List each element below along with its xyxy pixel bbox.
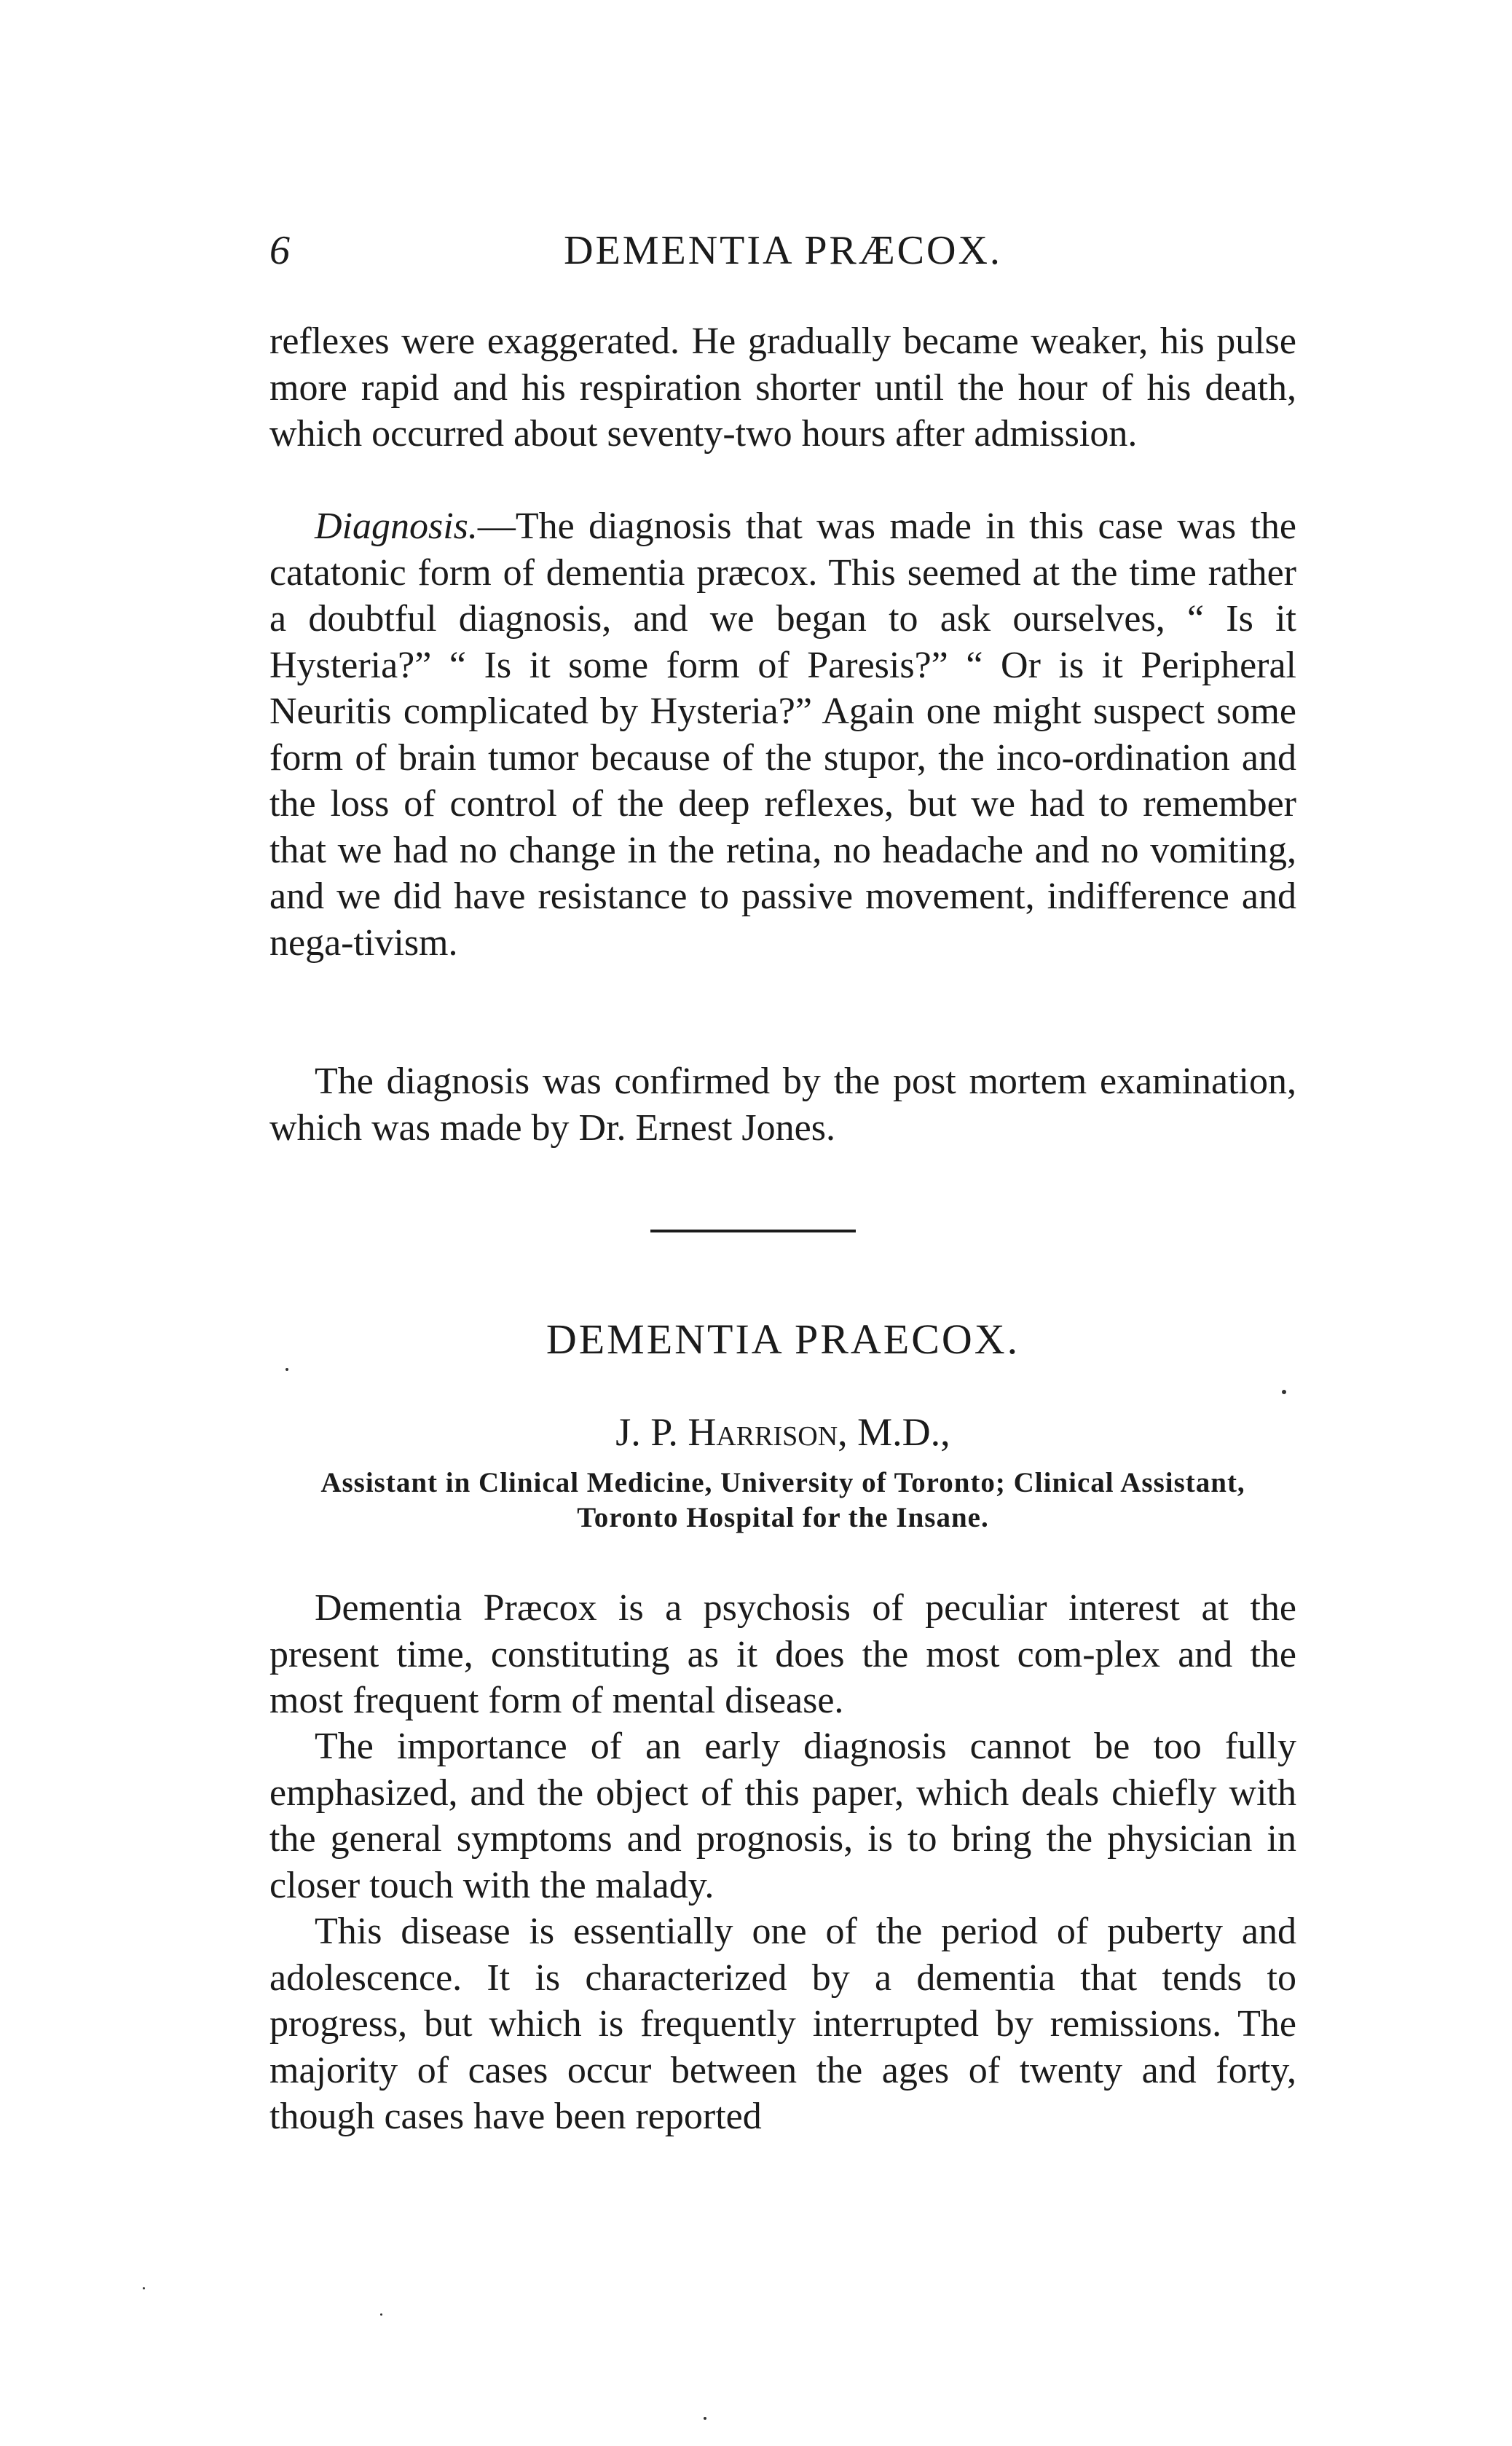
paragraph-case-continuation: reflexes were exaggerated. He gradually became weaker, his pulse more rapid and his respiration shorter until the hour of his death, which occurred about seventy-two hours after admission. bbox=[269, 321, 1296, 455]
paragraph-introduction: Dementia Præcox is a psychosis of peculiar interest at the present time, constituting as it does the most com-plex and the most frequent form of mental disease. bbox=[269, 1587, 1296, 1721]
author-line bbox=[269, 1409, 1296, 1455]
author-surname: Harrison, bbox=[688, 1410, 848, 1454]
scan-speck bbox=[286, 1368, 288, 1371]
paragraph-diagnosis: Diagnosis.—The diagnosis that was made in this case was the catatonic form of dementia præcox. This seemed at the time rather a doubtful diagnosis, and we began to ask ourselves, “ Is it Hysteria?” “ Is it some form of Paresis?” “ Or is it Peripheral Neuritis complicated by Hysteria?” Again one might suspect some form of brain tumor because of the stupor, the inco-ordination and the loss of control of the deep reflexes, but we had to remember that we had no change in the retina, no headache and no vomiting, and we did have resistance to passive movement, indifference and nega-tivism. bbox=[269, 506, 1296, 964]
author-degree: M.D., bbox=[857, 1410, 950, 1454]
scan-speck bbox=[380, 2313, 382, 2316]
article-title: DEMENTIA PRAECOX. bbox=[546, 1316, 1020, 1363]
author-affiliation: Assistant in Clinical Medicine, University of Toronto; Clinical Assistant, Toronto Hospital for the Insane. bbox=[320, 1467, 1245, 1533]
page-number: 6 bbox=[269, 228, 290, 273]
author-initials: J. P. bbox=[615, 1410, 678, 1454]
section-divider bbox=[650, 1230, 856, 1232]
page-header bbox=[269, 227, 1296, 286]
scan-speck bbox=[143, 2287, 145, 2289]
diagnosis-label: Diagnosis. bbox=[315, 506, 478, 547]
scan-speck bbox=[704, 2417, 706, 2420]
scan-speck bbox=[1282, 1390, 1286, 1394]
paragraph-post-mortem: The diagnosis was confirmed by the post mortem examination, which was made by Dr. Ernest Jones. bbox=[269, 1061, 1296, 1149]
running-title: DEMENTIA PRÆCOX. bbox=[564, 228, 1002, 273]
paragraph-onset: This disease is essentially one of the period of puberty and adolescence. It is characterized by a dementia that tends to progress, but which is frequently interrupted by remissions. The majority of cases occur between the ages of twenty and forty, though cases have been reported bbox=[269, 1911, 1296, 2137]
paragraph-importance: The importance of an early diagnosis cannot be too fully emphasized, and the object of this paper, which deals chiefly with the general symptoms and prognosis, is to bring the physician in closer touch with the malady. bbox=[269, 1726, 1296, 1906]
diagnosis-text: The diagnosis that was made in this case was the catatonic form of dementia præcox. This seemed at the time rather a doubtful diagnosis, and we began to ask ourselves, “ Is it Hysteria?” “ Is it some form of Paresis?” “ Or is it Peripheral Neuritis complicated by Hysteria?” Again one might suspect some form of brain tumor because of the stupor, the inco-ordination and the loss of control of the deep reflexes, but we had to remember that we had no change in the retina, no headache and no vomiting, and we did have resistance to passive movement, indifference and nega-tivism. bbox=[269, 506, 1296, 964]
